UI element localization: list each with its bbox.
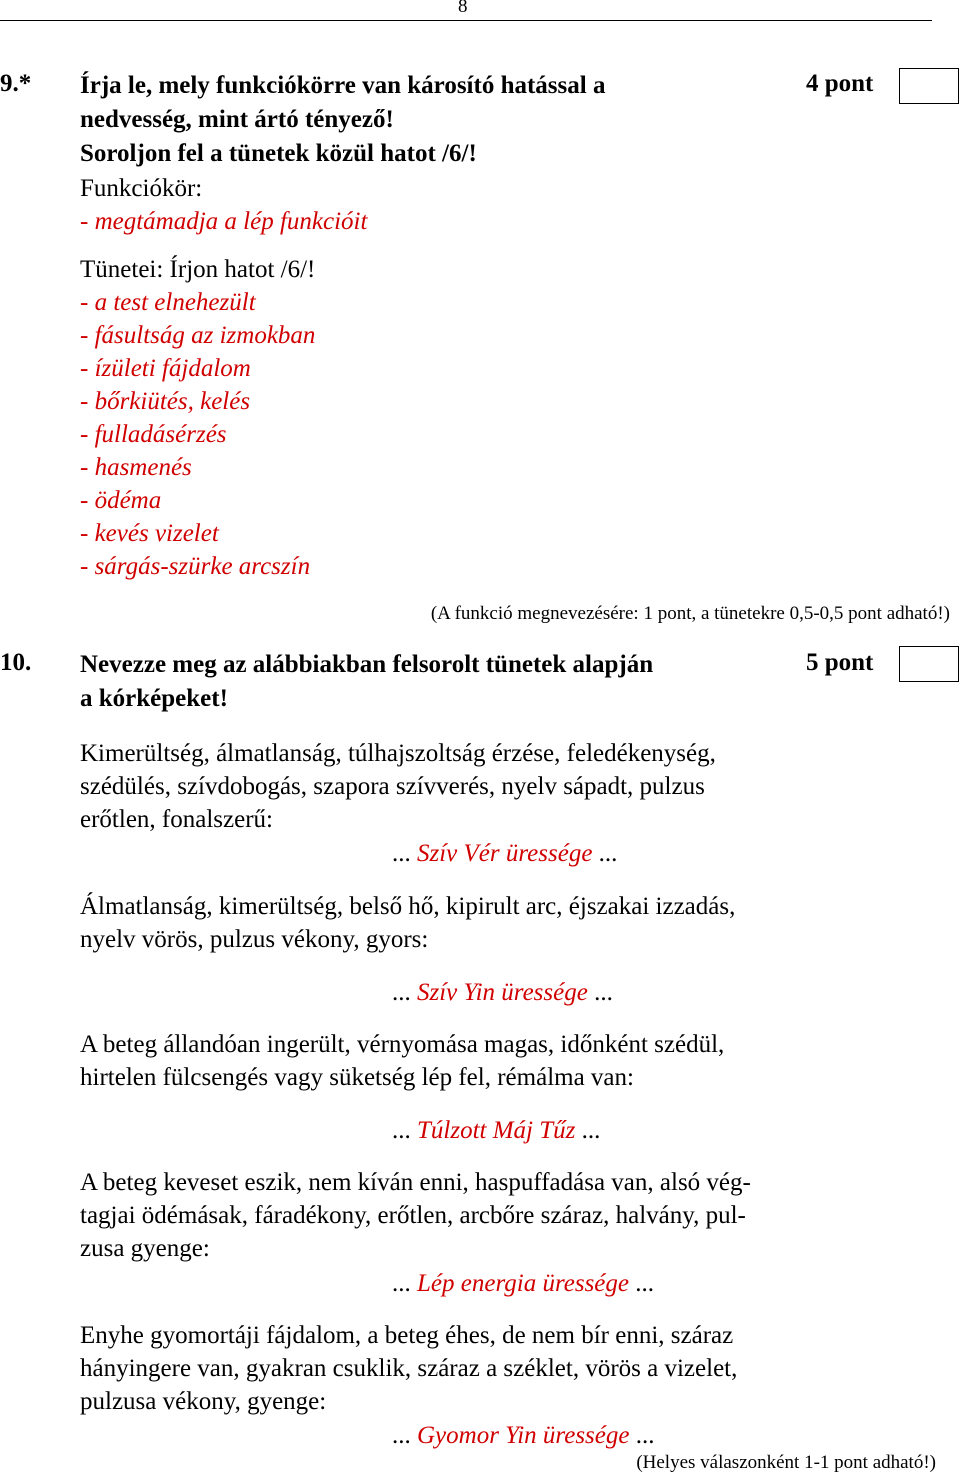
case-description: A beteg keveset eszik, nem kíván enni, haspuffadása van, alsó vég- tagjai ödémásak, fáradékony, erőtlen, arcbőre száraz, halvány, pul- zusa gyenge: [80,1169,751,1262]
question-10-scoring-note: (Helyes válaszonként 1-1 pont adható!) [636,1452,936,1473]
case-answer: ... Szív Yin üressége ... [392,979,613,1006]
symptom-item: - bőrkiütés, kelés [80,388,251,415]
question-9-score-box[interactable] [899,68,959,104]
symptom-item: - fulladásérzés [80,421,227,448]
symptom-item: - ödéma [80,487,162,514]
case-description: Enyhe gyomortáji fájdalom, a beteg éhes, de nem bír enni, száraz hányingere van, gyakran csuklik, száraz a széklet, vörös a vizelet, pulzusa vékony, gyenge: [80,1322,738,1415]
question-10-title-line-1: Nevezze meg az alábbiakban felsorolt tünetek alapján [80,651,654,678]
question-9-number: 9.* [0,70,32,97]
question-10-title-line-2: a kórképeket! [80,685,228,712]
question-9-title-line-3: Soroljon fel a tünetek közül hatot /6/! [80,140,477,167]
symptom-item: - a test elnehezült [80,289,256,316]
case-description: Kimerültség, álmatlanság, túlhajszoltság érzése, feledékenység, szédülés, szívdobogás, szapora szívverés, nyelv sápadt, pulzus erőtlen, fonalszerű: [80,740,716,833]
case-answer: ... Túlzott Máj Tűz ... [392,1117,601,1144]
case-answer: ... Lép energia üressége ... [392,1270,654,1297]
question-9-function-answer: - megtámadja a lép funkcióit [80,208,368,235]
header-rule [0,20,932,21]
question-9-points: 4 pont [806,70,874,97]
question-9-scoring-note: (A funkció megnevezésére: 1 pont, a tünetekre 0,5-0,5 pont adható!) [430,603,950,624]
question-9-title-line-1: Írja le, mely funkciókörre van károsító hatással a [80,72,606,99]
case-answer: ... Gyomor Yin üressége ... [392,1422,655,1449]
question-10-title [80,648,653,716]
question-10-number: 10. [0,649,32,676]
case-description: A beteg állandóan ingerült, vérnyomása magas, időnként szédül, hirtelen fülcsengés vagy süketség lép fel, rémálma van: [80,1031,725,1091]
symptom-item: - fásultság az izmokban [80,322,316,349]
symptom-item: - kevés vizelet [80,520,219,547]
question-10-points: 5 pont [806,649,874,676]
question-10-score-box[interactable] [899,646,959,682]
question-9-title-line-2: nedvesség, mint ártó tényező! [80,106,394,133]
symptom-item: - hasmenés [80,454,192,481]
symptom-item: - ízületi fájdalom [80,355,251,382]
case-answer: ... Szív Vér üressége ... [392,840,618,867]
page-number: 8 [458,0,468,17]
case-description: Álmatlanság, kimerültség, belső hő, kipirult arc, éjszakai izzadás, nyelv vörös, pulzus vékony, gyors: [80,893,736,953]
question-9-symptoms-label: Tünetei: Írjon hatot /6/! [80,256,316,283]
question-9-title [80,69,605,171]
symptom-item: - sárgás-szürke arcszín [80,553,311,580]
question-9-function-label: Funkciókör: [80,175,203,202]
question-9-symptom-list [80,286,315,583]
